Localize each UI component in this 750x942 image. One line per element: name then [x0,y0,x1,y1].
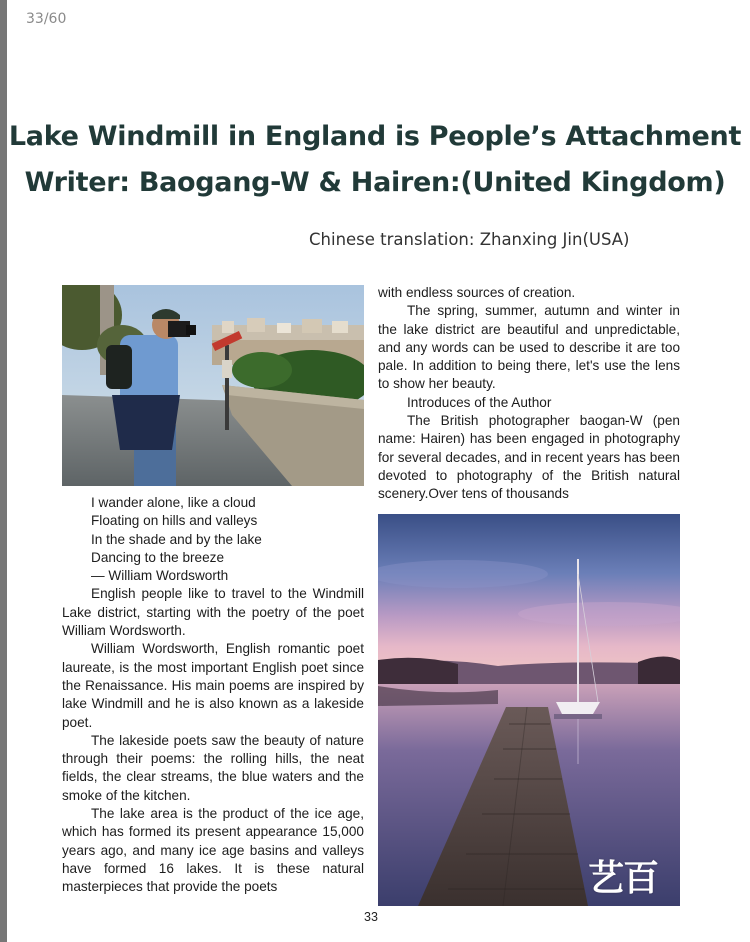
lake-jetty-photo [378,514,680,906]
body-paragraph: The lakeside poets saw the beauty of nature through their poems: the rolling hills, the neat fields, the clear streams, the blue waters and the smoke of the kitchen. [62,732,364,803]
right-text-column [378,284,680,504]
poem-line: I wander alone, like a cloud [91,495,256,510]
body-paragraph: The spring, summer, autumn and winter in the lake district are beautiful and unpredictable, and any words can be used to describe it are too pale. In addition to being there, let's use the lens to show her beauty. [378,303,680,392]
page-number: 33 [364,910,378,924]
translation-credit: Chinese translation: Zhanxing Jin(USA) [309,230,630,249]
page-indicator: 33/60 [26,11,67,27]
poem-line: In the shade and by the lake [91,531,262,547]
watermark-logo: 艺百 [588,858,659,899]
body-paragraph: The British photographer baogan-W (pen name: Hairen) has been engaged in photography for several decades, and in recent years has been devoted to photography of the British natural scenery.Over tens of thousands [378,413,680,502]
poem-line: Floating on hills and valleys [91,513,258,529]
body-paragraph: William Wordsworth, English romantic poet laureate, is the most important English poet since the Renaissance. His main poems are inspired by lake Windmill and he is also known as a lakeside poet. [62,641,364,730]
body-paragraph: English people like to travel to the Windmill Lake district, starting with the poetry of the poet William Wordsworth. [62,586,364,639]
poem-line: Dancing to the breeze [91,549,225,565]
poem-attribution: — William Wordsworth [91,568,229,584]
section-heading: Introduces of the Author [407,394,552,410]
body-paragraph: The lake area is the product of the ice age, which has formed its present appearance 15,000 years ago, and many ice age basins and valleys have formed 16 lakes. It is these natural masterpieces that provide the poets [62,806,364,895]
article-writer-line: Writer: Baogang-W & Hairen:(United Kingdom) [24,167,726,198]
article-title: Lake Windmill in England is People’s Attachment [8,121,742,152]
left-text-column [62,494,364,897]
body-paragraph: with endless sources of creation. [378,285,576,300]
photographer-photo [62,285,364,486]
